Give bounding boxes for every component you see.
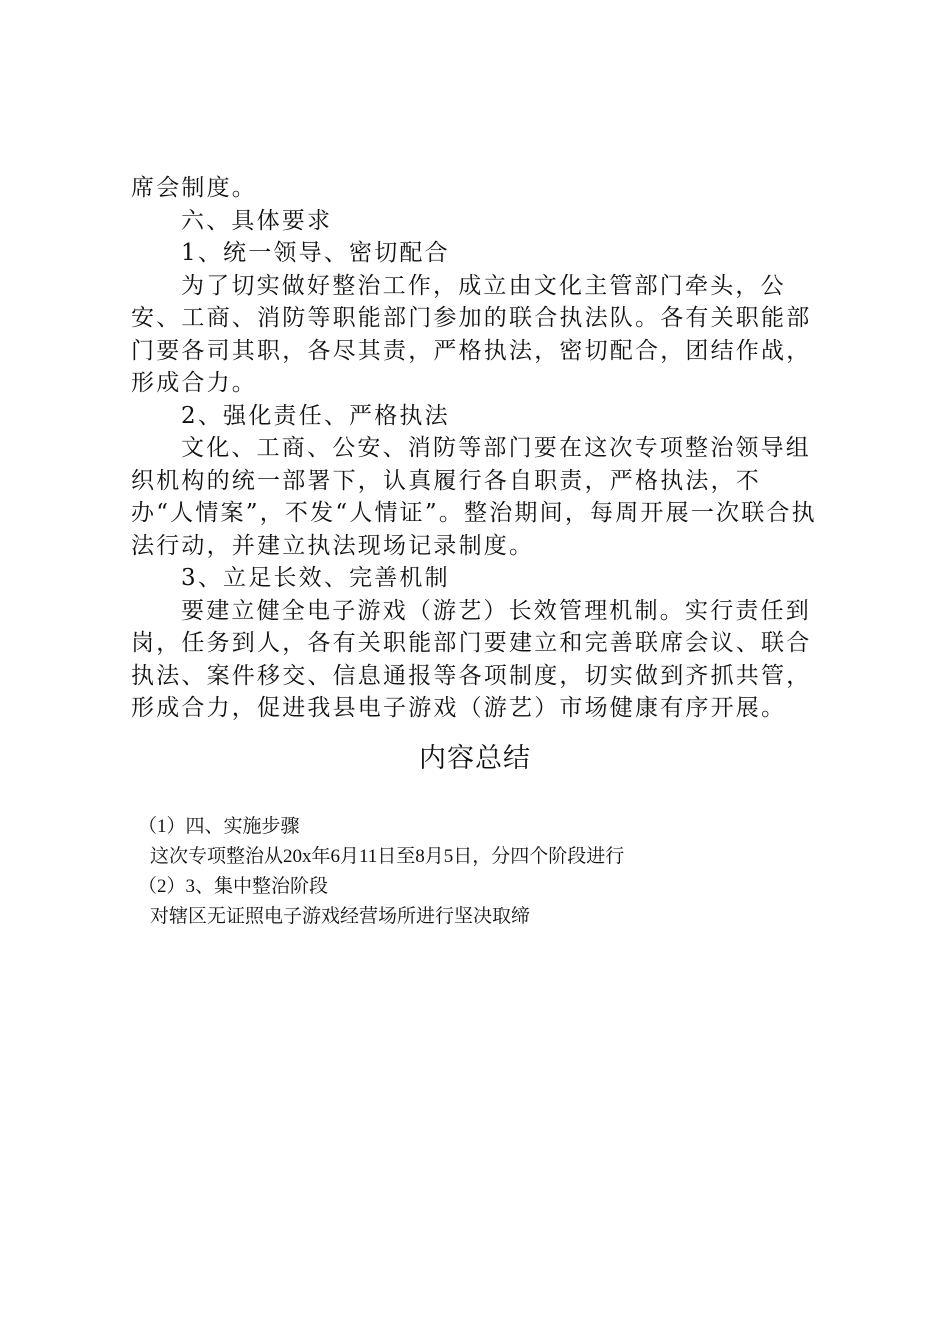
document-body [131, 172, 821, 725]
summary-item-heading: （1）四、实施步骤 [138, 816, 300, 837]
summary-item-detail: 这次专项整治从20x年6月11日至8月5日，分四个阶段进行 [150, 846, 625, 867]
summary-title: 内容总结 [419, 743, 531, 774]
section-heading-requirements: 六、具体要求 [181, 207, 333, 234]
summary-list [138, 812, 838, 932]
paragraph-continuation: 席会制度。 [131, 175, 257, 201]
subheading-unified-leadership: 1、统一领导、密切配合 [181, 240, 450, 266]
subheading-long-term-mechanism: 3、立足长效、完善机制 [181, 565, 450, 591]
summary-item-heading: （2）3、集中整治阶段 [138, 876, 329, 897]
summary-item-detail: 对辖区无证照电子游戏经营场所进行坚决取缔 [150, 906, 531, 927]
subheading-strengthen-responsibility: 2、强化责任、严格执法 [181, 402, 450, 429]
paragraph-long-term-mechanism: 要建立健全电子游戏（游艺）长效管理机制。实行责任到岗，任务到人，各有关职能部门要建立和完善联席会议、联合执法、案件移交、信息通报等各项制度，切实做到齐抓共管，形成合力，促进我县电子游戏（游艺）市场健康有序开展。 [131, 597, 812, 721]
paragraph-unified-leadership: 为了切实做好整治工作，成立由文化主管部门牵头，公安、工商、消防等职能部门参加的联合执法队。各有关职能部门要各司其职，各尽其责，严格执法，密切配合，团结作战，形成合力。 [131, 272, 812, 396]
paragraph-strengthen-responsibility: 文化、工商、公安、消防等部门要在这次专项整治领导组织机构的统一部署下，认真履行各自职责，严格执法，不办“人情案”，不发“人情证”。整治期间，每周开展一次联合执法行动，并建立执法现场记录制度。 [131, 435, 817, 559]
